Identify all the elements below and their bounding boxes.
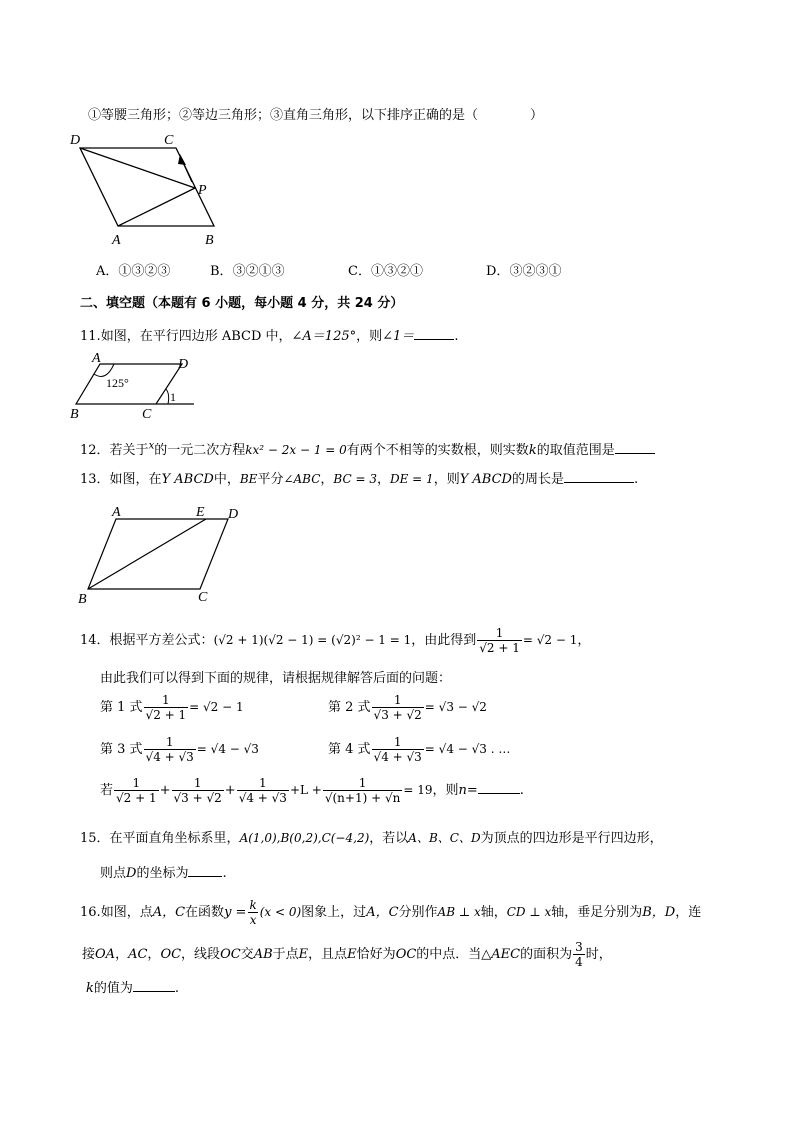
option-d[interactable]: D．③②③①	[486, 264, 562, 279]
q15-answer-blank[interactable]	[188, 876, 222, 877]
q13-answer-blank[interactable]	[564, 482, 634, 483]
segment-be	[88, 519, 206, 589]
option-c[interactable]: C．①③②①	[348, 264, 423, 279]
label-b: B	[70, 407, 79, 420]
section-title: 二、填空题（本题有 6 小题，每小题 4 分，共 24 分）	[80, 296, 404, 311]
label-e: E	[196, 505, 205, 520]
q10-figure	[68, 130, 228, 250]
label-b: B	[205, 233, 214, 248]
q14-line1: 14．根据平方差公式：(√2 + 1)(√2 − 1) = (√2)² − 1 = 1，由此得到 $\frac{1}{√2 + 1}$ = √2 − 1，	[80, 626, 591, 655]
angle-one: 1	[170, 390, 176, 404]
label-a: A	[112, 505, 121, 520]
rule-2: 第 2 式 $\frac{1}{√3 + √2}$ = √3 − √2	[328, 693, 487, 722]
angle-label: 125°	[106, 376, 129, 390]
q14-sum: 若 $\frac{1}{√2 + 1}$ + $\frac{1}{√3 + √2}$ + $\frac{1}{√4 + √3}$ +L + $\frac{1}{√(n+1) + √n}$ = 19，则n= .	[100, 776, 524, 805]
label-b: B	[78, 592, 87, 607]
segment-ap	[118, 188, 195, 226]
q10-stem: ①等腰三角形；②等边三角形；③直角三角形，以下排序正确的是（ ）	[88, 108, 544, 123]
q11-text: 11.如图，在平行四边形 ABCD 中，∠A＝125°，则∠1＝ .	[80, 329, 459, 344]
q14-line2: 由此我们可以得到下面的规律，请根据规律解答后面的问题：	[100, 671, 452, 686]
label-p: P	[198, 183, 207, 198]
q16-line2: 接OA，AC，OC，线段OC交AB于点E，且点E恰好为OC的中点．当△AEC的面积为 $\frac{3}{4}$ 时，	[82, 940, 612, 969]
q14-answer-blank[interactable]	[478, 793, 520, 794]
label-d: D	[178, 357, 189, 372]
label-d: D	[70, 133, 81, 148]
q12-text: 12．若关于$^x$的一元二次方程kx² − 2x − 1 = 0有两个不相等的实数根，则实数k的取值范围是	[80, 439, 655, 458]
label-c: C	[142, 407, 152, 420]
q16-answer-blank[interactable]	[133, 991, 175, 992]
rule-4: 第 4 式 $\frac{1}{√4 + √3}$ = √4 − √3 . …	[328, 735, 511, 764]
q13-figure	[76, 503, 256, 607]
label-d: D	[228, 507, 239, 522]
q12-answer-blank[interactable]	[615, 453, 655, 454]
q16-line1: 16.如图，点A，C在函数y = $\frac{k}{x}$ (x < 0)图象上，过A，C分别作AB ⊥ x轴，CD ⊥ x轴，垂足分别为B，D，连	[80, 898, 702, 927]
q11-figure	[70, 350, 200, 420]
q13-text: 13．如图，在Y ABCD中，BE平分∠ABC，BC = 3，DE = 1，则Y ABCD的周长是 .	[80, 472, 639, 487]
label-c: C	[198, 590, 208, 605]
q15-line1: 15．在平面直角坐标系里，A(1,0),B(0,2),C(−4,2)，若以A、B、C、D为顶点的四边形是平行四边形，	[80, 831, 663, 846]
label-a: A	[92, 351, 101, 366]
q11-answer-blank[interactable]	[414, 339, 454, 340]
option-b[interactable]: B．③②①③	[210, 264, 285, 279]
label-a: A	[112, 233, 121, 248]
angle-arc-1	[166, 389, 169, 404]
rule-3: 第 3 式 $\frac{1}{√4 + √3}$ = √4 − √3	[100, 735, 259, 764]
rule-1: 第 1 式 $\frac{1}{√2 + 1}$ = √2 − 1	[100, 693, 244, 722]
q15-line2: 则点D的坐标为 .	[100, 866, 227, 881]
option-a[interactable]: A．①③②③	[96, 264, 171, 279]
label-c: C	[164, 133, 174, 148]
q16-line3: k的值为 .	[86, 981, 180, 996]
